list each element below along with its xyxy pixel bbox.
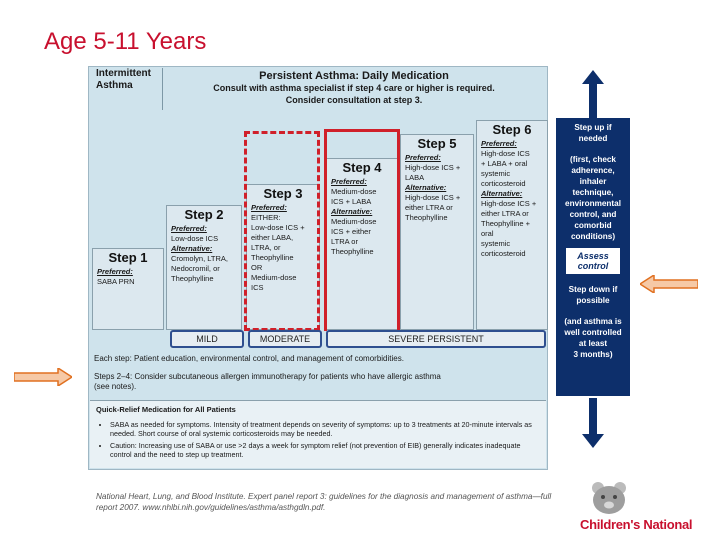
step-option-heading: Preferred: (171, 224, 207, 233)
step-option-text: Theophylline (251, 253, 294, 262)
step-option-text: either LTRA or (481, 209, 529, 218)
quick-relief-list (96, 420, 540, 459)
check-line: environmental (565, 199, 621, 208)
quick-relief-item: • Caution: Increasing use of SABA or use >2 days a week for symptom relief (not prevention of EIB) generally indicates inadequate control and the need to step up treatment. (110, 441, 540, 459)
check-line: conditions) (570, 232, 616, 241)
step-label: Step 5 (417, 136, 457, 151)
severe-highlight (324, 129, 400, 331)
arrow-down-icon (582, 398, 604, 448)
step-option-text: Medium-dose (331, 217, 377, 226)
step-option-heading: Preferred: (331, 177, 367, 186)
step-option-text: EITHER: (251, 213, 281, 222)
intermittent-header (90, 68, 163, 110)
assess-control-box (566, 248, 620, 274)
step-option-text: ICS + LABA (331, 197, 372, 206)
each-step-note: Each step: Patient education, environmental control, and management of comorbidities. (94, 354, 404, 363)
step-option-heading: Preferred: (97, 267, 133, 276)
step-option-text: ICS + either (331, 227, 371, 236)
step-label: Step 2 (184, 207, 224, 222)
pointer-arrow-right-icon (14, 368, 72, 386)
check-line: comorbid (574, 221, 612, 230)
check-line: inhaler (579, 177, 607, 186)
childrens-national-logo: Children's National (580, 517, 693, 532)
step-option-heading: Alternative: (331, 207, 373, 216)
step-6-box (476, 120, 548, 330)
check-text (556, 154, 630, 242)
persistent-title: Persistent Asthma: Daily Medication (259, 70, 449, 82)
quick-relief-title: Quick-Relief Medication for All Patients (96, 405, 236, 414)
step-2-box (166, 205, 242, 330)
step-option-text: Medium-dose (251, 273, 297, 282)
severity-moderate: MODERATE (248, 330, 322, 348)
step-up-line: Step up if (574, 123, 612, 132)
severity-mild: MILD (170, 330, 244, 348)
well-line: well controlled (564, 328, 622, 337)
severity-severe-persistent: SEVERE PERSISTENT (326, 330, 546, 348)
step-option-text: SABA PRN (97, 277, 135, 286)
step-option-text: High-dose ICS + (405, 163, 461, 172)
pointer-arrow-left-icon (640, 275, 698, 293)
bear-logo-icon (586, 480, 632, 516)
assess-line: Assess (577, 251, 609, 261)
step-option-text: Medium-dose (331, 187, 377, 196)
step-down-line: Step down if (568, 285, 618, 294)
step-1-box (92, 248, 164, 330)
step-option-text: ICS (251, 283, 264, 292)
step-down-text (556, 284, 630, 306)
quick-relief-item: • SABA as needed for symptoms. Intensity of treatment depends on severity of symptoms: up to 3 treatments at 20-minute intervals as needed. Short course of oral systemic corticosteroids may be needed. (110, 420, 540, 438)
well-line: at least (578, 339, 608, 348)
citation: National Heart, Lung, and Blood Institute. Expert panel report 3: guidelines for the diagnosis and management of asthma—full report 2007. www.nhlbi.nih.gov/guidelines/asthma/asthgdln.pdf. (96, 492, 552, 512)
step-option-text: + LABA + oral (481, 159, 528, 168)
step-option-text: systemic (481, 169, 511, 178)
check-line: control, and (569, 210, 617, 219)
step-option-heading: Alternative: (405, 183, 447, 192)
step-option-text: either LTRA or (405, 203, 453, 212)
step-option-text: OR (251, 263, 263, 272)
step-option-text: either LABA, (251, 233, 294, 242)
step-option-text: LTRA, or (251, 243, 281, 252)
check-line: technique, (572, 188, 614, 197)
step-option-text: Low-dose ICS (171, 234, 219, 243)
step-up-down-panel (556, 118, 630, 396)
step-option-text: Nedocromil, or (171, 264, 220, 273)
step-option-heading: Alternative: (481, 189, 523, 198)
step-label: Step 1 (108, 250, 148, 265)
step-down-line: possible (576, 296, 610, 305)
persistent-sub-2: Consider consultation at step 3. (285, 95, 423, 105)
step-option-text: Theophylline + oral (481, 219, 530, 238)
step-option-text: Theophylline (171, 274, 214, 283)
step-option-text: corticosteroid (481, 249, 526, 258)
well-line: 3 months) (573, 350, 613, 359)
arrow-up-icon (582, 70, 604, 120)
step-option-heading: Preferred: (405, 153, 441, 162)
page-title: Age 5-11 Years (44, 28, 207, 55)
step-option-text: Theophylline (405, 213, 448, 222)
step-option-text: Cromolyn, LTRA, (171, 254, 228, 263)
step-option-heading: Preferred: (251, 203, 287, 212)
step-label: Step 6 (492, 122, 532, 137)
check-line: adherence, (571, 166, 615, 175)
persistent-sub-1: Consult with asthma specialist if step 4 care or higher is required. (213, 83, 495, 93)
well-line: (and asthma is (564, 317, 622, 326)
intermittent-label-2: Asthma (96, 80, 133, 91)
step-label: Step 4 (342, 160, 382, 175)
step-option-text: Low-dose ICS + (251, 223, 305, 232)
quick-relief-box (90, 400, 546, 468)
step-5-box (400, 134, 474, 330)
steps-2-4-note (94, 372, 544, 392)
persistent-header (162, 68, 546, 110)
step-option-text: High-dose ICS + (481, 199, 537, 208)
step-option-text: High-dose ICS + (405, 193, 461, 202)
intermittent-label-1: Intermittent (96, 68, 151, 79)
step-option-text: LTRA or (331, 237, 358, 246)
step-option-text: corticosteroid (481, 179, 526, 188)
step-option-heading: Preferred: (481, 139, 517, 148)
assess-line: control (577, 261, 609, 271)
step-option-text: Theophylline (331, 247, 374, 256)
step-option-text: LABA (405, 173, 425, 182)
step-label: Step 3 (263, 186, 303, 201)
moderate-dashed-highlight (244, 131, 320, 331)
step-option-text: systemic (481, 239, 511, 248)
step-up-text (556, 122, 630, 144)
steps-2-4-line-1: Steps 2–4: Consider subcutaneous allergen immunotherapy for patients who have allergic asthma (94, 372, 441, 381)
step-option-text: High-dose ICS (481, 149, 530, 158)
steps-2-4-line-2: (see notes). (94, 382, 137, 391)
step-up-line: needed (578, 134, 608, 143)
well-controlled-text (556, 316, 630, 360)
check-line: (first, check (570, 155, 616, 164)
step-option-heading: Alternative: (171, 244, 213, 253)
